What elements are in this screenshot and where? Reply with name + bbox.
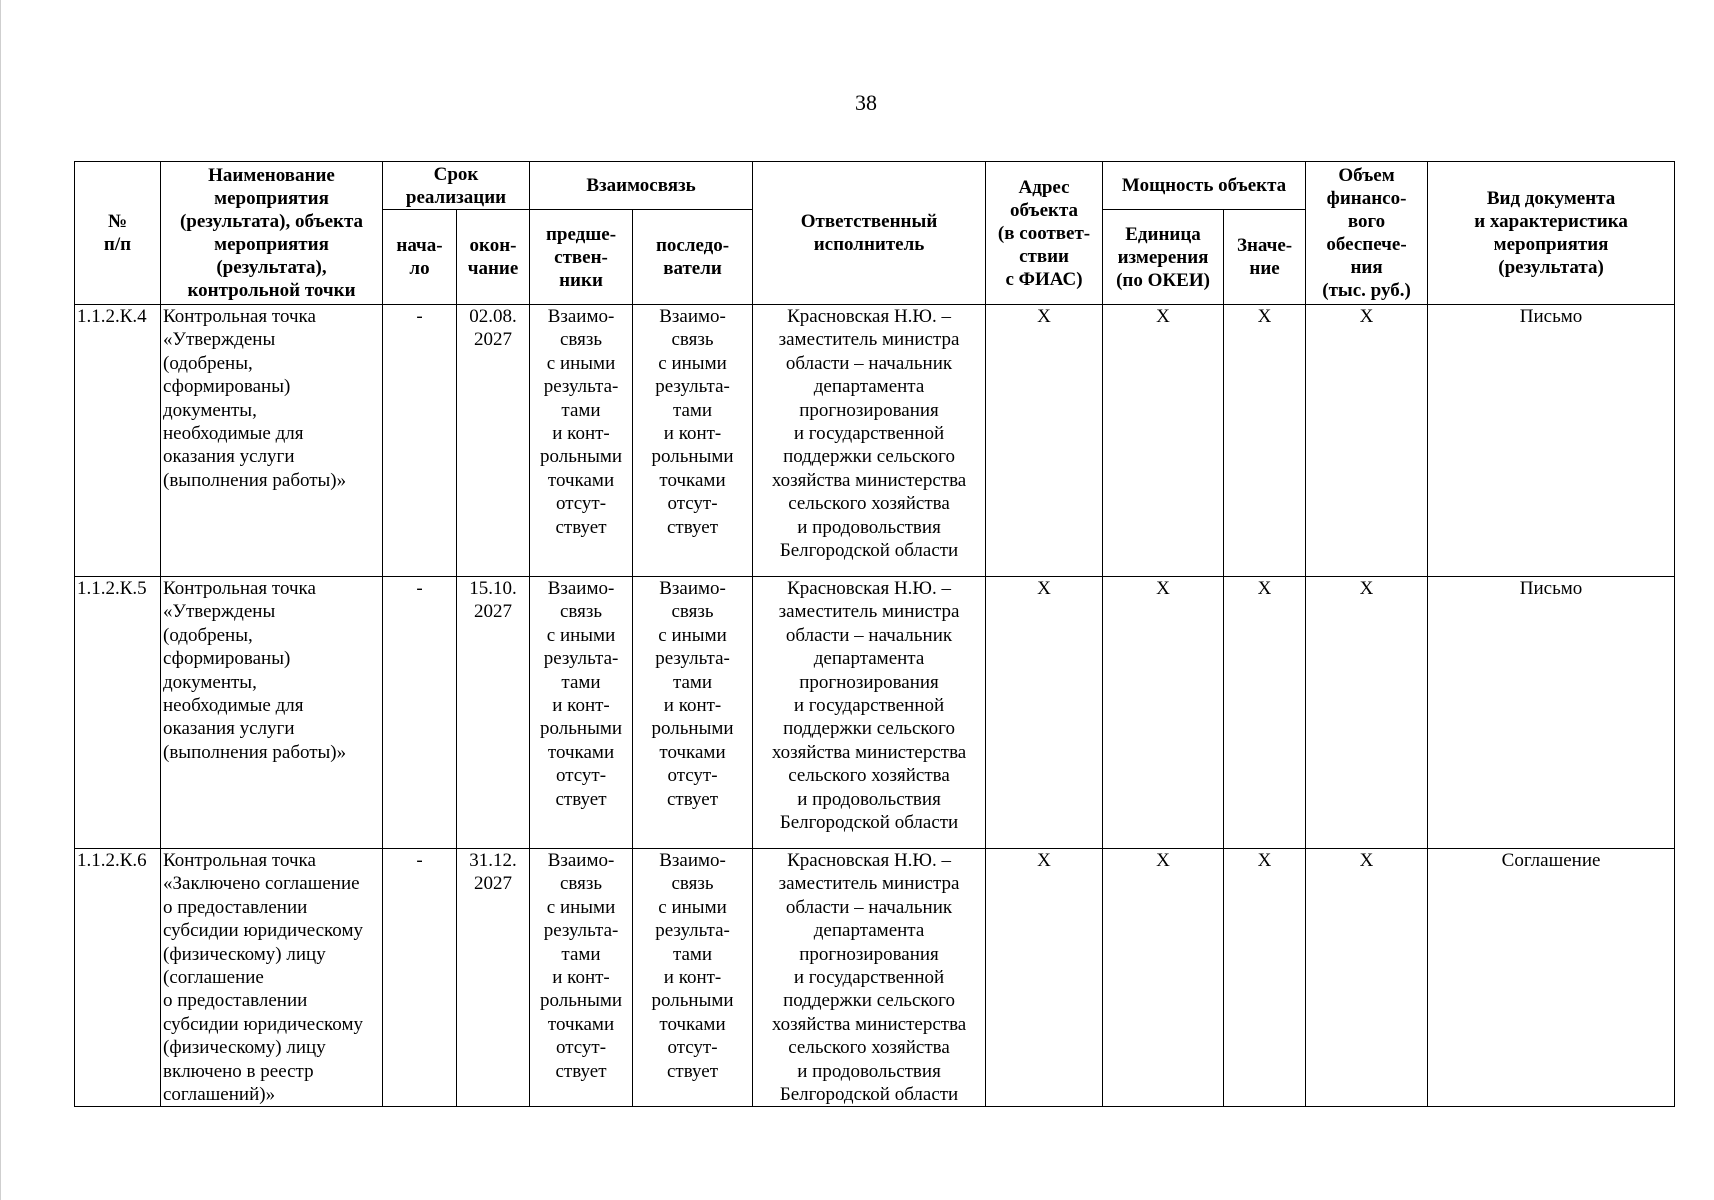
header-capacity: Мощность объекта <box>1103 162 1306 210</box>
row-unit: Х <box>1103 305 1224 577</box>
header-predecessors: предше- ствен- ники <box>530 210 633 305</box>
row-predecessors: Взаимо- связь с иными результа- тами и конт- рольными точками отсут- ствует <box>530 577 633 849</box>
row-successors: Взаимо- связь с иными результа- тами и конт- рольными точками отсут- ствует <box>633 577 753 849</box>
row-name: Контрольная точка «Заключено соглашение о предоставлении субсидии юридическому (физическому) лицу (соглашение о предоставлении субсидии юридическому (физическому) лицу включено в реестр соглашений)» <box>161 849 383 1107</box>
row-value: Х <box>1224 305 1306 577</box>
row-finance: Х <box>1306 305 1428 577</box>
header-successors: последо- ватели <box>633 210 753 305</box>
table-row <box>75 305 1675 577</box>
row-num: 1.1.2.К.5 <box>75 577 161 849</box>
table-row <box>75 577 1675 849</box>
row-responsible: Красновская Н.Ю. – заместитель министра области – начальник департамента прогнозирования и государственной поддержки сельского хозяйства министерства сельского хозяйства и продовольствия Белгородской области <box>753 849 986 1107</box>
row-num: 1.1.2.К.6 <box>75 849 161 1107</box>
row-finance: Х <box>1306 849 1428 1107</box>
header-num: № п/п <box>75 162 161 305</box>
row-end: 31.12. 2027 <box>457 849 530 1107</box>
header-term-start: нача- ло <box>383 210 457 305</box>
row-name: Контрольная точка «Утверждены (одобрены, сформированы) документы, необходимые для оказания услуги (выполнения работы)» <box>161 577 383 849</box>
row-responsible: Красновская Н.Ю. – заместитель министра области – начальник департамента прогнозирования и государственной поддержки сельского хозяйства министерства сельского хозяйства и продовольствия Белгородской области <box>753 305 986 577</box>
header-value: Значе- ние <box>1224 210 1306 305</box>
row-successors: Взаимо- связь с иными результа- тами и конт- рольными точками отсут- ствует <box>633 849 753 1107</box>
row-doc-type: Письмо <box>1428 305 1675 577</box>
row-doc-type: Письмо <box>1428 577 1675 849</box>
row-successors: Взаимо- связь с иными результа- тами и конт- рольными точками отсут- ствует <box>633 305 753 577</box>
header-term: Срок реализации <box>383 162 530 210</box>
row-address: Х <box>986 305 1103 577</box>
row-value: Х <box>1224 849 1306 1107</box>
row-predecessors: Взаимо- связь с иными результа- тами и конт- рольными точками отсут- ствует <box>530 849 633 1107</box>
row-doc-type: Соглашение <box>1428 849 1675 1107</box>
header-doc-type: Вид документа и характеристика мероприятия (результата) <box>1428 162 1675 305</box>
header-address: Адрес объекта (в соответ- ствии с ФИАС) <box>986 162 1103 305</box>
row-value: Х <box>1224 577 1306 849</box>
table-header <box>75 162 1675 305</box>
scan-edge-line <box>0 0 1 1200</box>
row-unit: Х <box>1103 577 1224 849</box>
header-name: Наименование мероприятия (результата), объекта мероприятия (результата), контрольной точки <box>161 162 383 305</box>
row-unit: Х <box>1103 849 1224 1107</box>
row-end: 15.10. 2027 <box>457 577 530 849</box>
header-finance: Объем финансо- вого обеспече- ния (тыс. руб.) <box>1306 162 1428 305</box>
header-unit: Единица измерения (по ОКЕИ) <box>1103 210 1224 305</box>
row-predecessors: Взаимо- связь с иными результа- тами и конт- рольными точками отсут- ствует <box>530 305 633 577</box>
row-name: Контрольная точка «Утверждены (одобрены, сформированы) документы, необходимые для оказания услуги (выполнения работы)» <box>161 305 383 577</box>
row-address: Х <box>986 849 1103 1107</box>
row-responsible: Красновская Н.Ю. – заместитель министра области – начальник департамента прогнозирования и государственной поддержки сельского хозяйства министерства сельского хозяйства и продовольствия Белгородской области <box>753 577 986 849</box>
row-start: - <box>383 577 457 849</box>
header-responsible: Ответственный исполнитель <box>753 162 986 305</box>
row-address: Х <box>986 577 1103 849</box>
row-start: - <box>383 305 457 577</box>
row-num: 1.1.2.К.4 <box>75 305 161 577</box>
row-finance: Х <box>1306 577 1428 849</box>
table-row <box>75 849 1675 1107</box>
page-number: 38 <box>855 90 877 115</box>
header-term-end: окон- чание <box>457 210 530 305</box>
row-end: 02.08. 2027 <box>457 305 530 577</box>
header-relation: Взаимосвязь <box>530 162 753 210</box>
activities-table <box>74 161 1675 1107</box>
row-start: - <box>383 849 457 1107</box>
